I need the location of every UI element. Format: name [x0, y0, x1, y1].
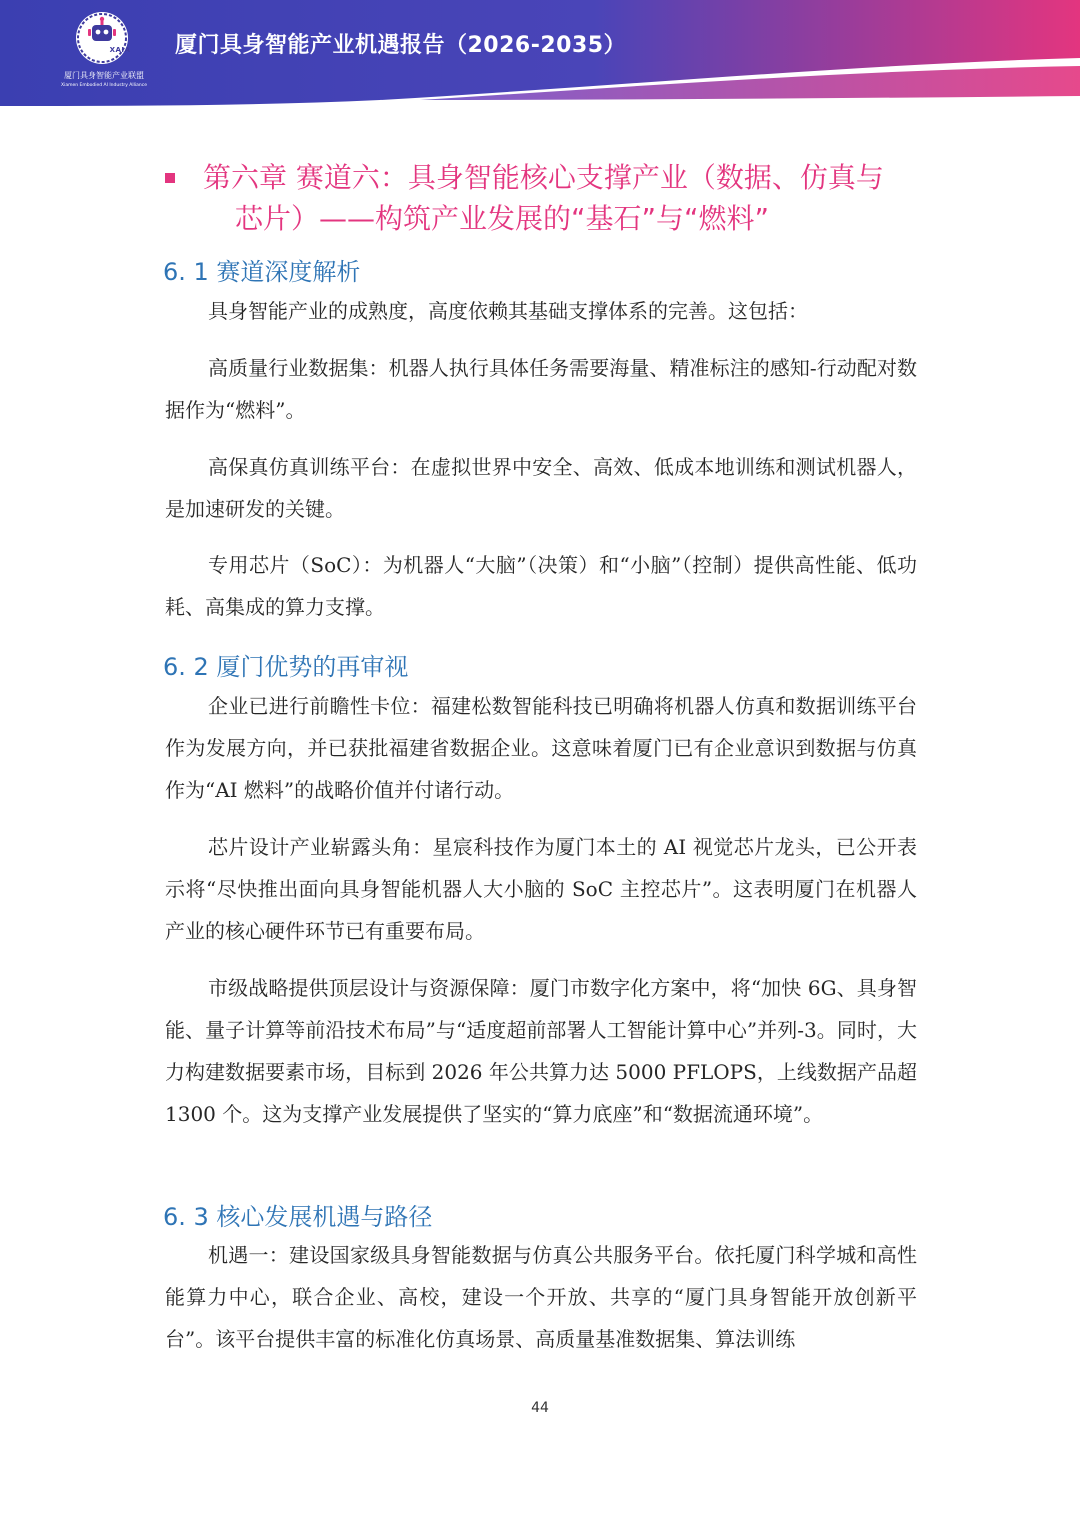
paragraph: 企业已进行前瞻性卡位：福建松数智能科技已明确将机器人仿真和数据训练平台作为发展方向，并已获批福建省数据企业。这意味着厦门已有企业意识到数据与仿真作为“AI 燃料”的战略价值并付诸行动。	[165, 694, 917, 802]
paragraph: 市级战略提供顶层设计与资源保障：厦门市数字化方案中，将“加快 6G、具身智能、量子计算等前沿技术布局”与“适度超前部署人工智能计算中心”并列-3。同时，大力构建数据要素市场，目标到 2026 年公共算力达 5000 PFLOPS，上线数据产品超 1300 个。这为支撑产业发展提供了坚实的“算力底座”和“数据流通环境”。	[165, 976, 917, 1126]
logo-org-name-cn: 厦门具身智能产业联盟	[64, 71, 144, 80]
section-title-6-3: 6. 3 核心发展机遇与路径	[163, 1203, 433, 1231]
logo-emblem	[76, 12, 131, 64]
robot-head-icon	[76, 12, 128, 64]
logo-org-name-en: Xiamen Embodied AI Industry Alliance	[61, 83, 147, 88]
page-header	[0, 0, 1080, 106]
paragraph: 高保真仿真训练平台：在虚拟世界中安全、高效、低成本地训练和测试机器人，是加速研发的关键。	[165, 455, 917, 521]
chapter-title-line-2: 芯片）——构筑产业发展的“基石”与“燃料”	[235, 202, 770, 235]
report-title: 厦门具身智能产业机遇报告（2026-2035）	[175, 33, 627, 58]
chapter-title-line-1: 第六章 赛道六：具身智能核心支撑产业（数据、仿真与	[203, 161, 884, 194]
logo-abbreviation: XAIA	[109, 46, 131, 54]
paragraph: 芯片设计产业崭露头角：星宸科技作为厦门本土的 AI 视觉芯片龙头，已公开表示将“尽快推出面向具身智能机器人大小脑的 SoC 主控芯片”。这表明厦门在机器人产业的核心硬件环节已有重要布局。	[165, 835, 917, 943]
chapter-bullet-icon	[165, 173, 175, 183]
alliance-logo	[58, 12, 158, 94]
paragraph: 专用芯片（SoC）：为机器人“大脑”（决策）和“小脑”（控制）提供高性能、低功耗、高集成的算力支撑。	[165, 553, 917, 619]
page-number: 44	[531, 1400, 549, 1416]
paragraph: 高质量行业数据集：机器人执行具体任务需要海量、精准标注的感知-行动配对数据作为“燃料”。	[165, 356, 917, 422]
section-title-6-2: 6. 2 厦门优势的再审视	[163, 653, 409, 681]
section-title-6-1: 6. 1 赛道深度解析	[163, 258, 361, 286]
paragraph: 机遇一：建设国家级具身智能数据与仿真公共服务平台。依托厦门科学城和高性能算力中心，联合企业、高校，建设一个开放、共享的“厦门具身智能开放创新平台”。该平台提供丰富的标准化仿真场景、高质量基准数据集、算法训练	[165, 1243, 917, 1351]
paragraph: 具身智能产业的成熟度，高度依赖其基础支撑体系的完善。这包括：	[208, 299, 808, 323]
